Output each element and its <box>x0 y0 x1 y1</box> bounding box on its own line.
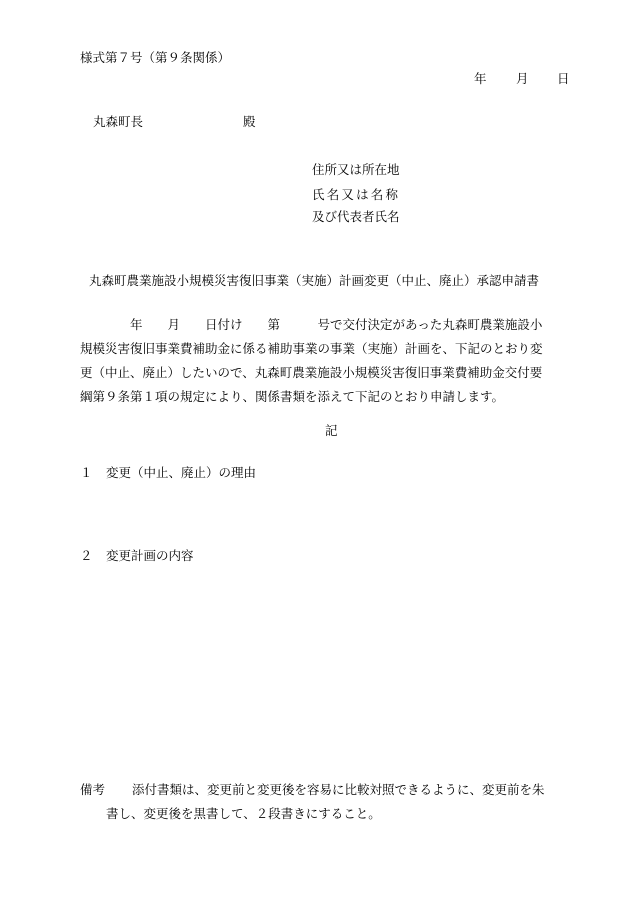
body-line: 規模災害復旧事業費補助金に係る補助事業の事業（実施）計画を、下記のとおり変 <box>80 341 543 356</box>
date-day: 日 <box>557 71 570 86</box>
body-paragraph <box>80 313 585 409</box>
addressee-name: 丸森町長 <box>93 114 144 129</box>
section-1-heading: 変更（中止、廃止）の理由 <box>106 465 257 480</box>
body-line: 年 月 日付け 第 号で交付決定があった丸森町農業施設小 <box>80 317 543 332</box>
addressee-honorific: 殿 <box>243 114 256 129</box>
name-label: 氏名又は名称 <box>312 187 401 202</box>
address-label: 住所又は所在地 <box>312 162 400 177</box>
date-month: 月 <box>516 71 529 86</box>
section-2-heading: 変更計画の内容 <box>106 548 194 563</box>
form-label: 様式第７号（第９条関係） <box>80 50 231 65</box>
section-2-number: ２ <box>80 548 93 563</box>
ki-heading: 記 <box>325 423 338 438</box>
document-title: 丸森町農業施設小規模災害復旧事業（実施）計画変更（中止、廃止）承認申請書 <box>89 273 540 288</box>
section-1-number: １ <box>80 465 93 480</box>
body-line: 綱第９条第１項の規定により、関係書類を添えて下記のとおり申請します。 <box>80 389 505 404</box>
remarks-line-2: 書し、変更後を黒書して、２段書きにすること。 <box>106 806 381 821</box>
date-year: 年 <box>474 71 487 86</box>
remarks-label: 備考 <box>80 782 106 797</box>
body-line: 更（中止、廃止）したいので、丸森町農業施設小規模災害復旧事業費補助金交付要 <box>80 365 543 380</box>
remarks-line-1: 添付書類は、変更前と変更後を容易に比較対照できるように、変更前を朱 <box>132 782 545 797</box>
representative-label: 及び代表者氏名 <box>312 209 400 224</box>
